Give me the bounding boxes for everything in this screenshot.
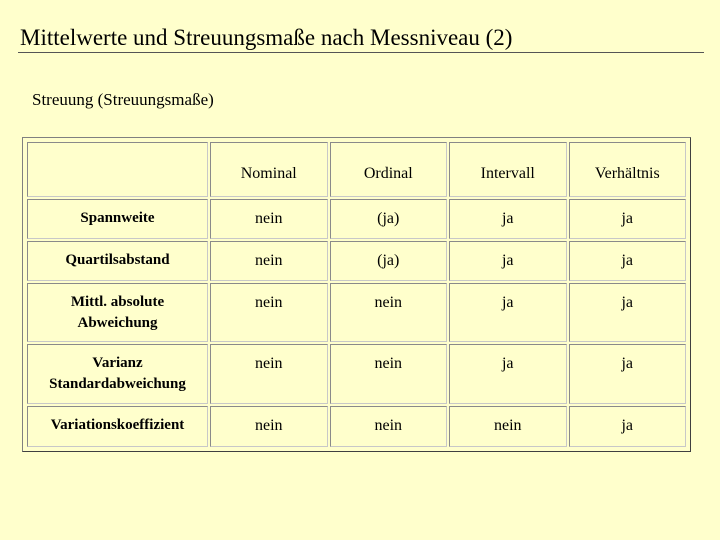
- row-label-mittl-absolute-abweichung: [27, 283, 208, 342]
- table-cell: ja: [449, 344, 567, 403]
- slide-title: Mittelwerte und Streuungsmaße nach Messniveau (2): [20, 25, 513, 50]
- table-cell: nein: [449, 406, 567, 447]
- table-row: [27, 283, 686, 342]
- table-cell: nein: [330, 344, 448, 403]
- row-label-spannweite: Spannweite: [27, 199, 208, 239]
- table-row: [27, 199, 686, 239]
- row-label-line: Abweichung: [77, 315, 158, 331]
- table-cell: ja: [569, 241, 687, 281]
- table-cell: (ja): [330, 241, 448, 281]
- table-cell: nein: [210, 199, 328, 239]
- row-label-quartilsabstand: Quartilsabstand: [27, 241, 208, 281]
- table-cell: (ja): [330, 199, 448, 239]
- header-intervall: Intervall: [449, 142, 567, 197]
- table-cell: nein: [210, 406, 328, 447]
- table-cell: ja: [449, 283, 567, 342]
- row-label-line: Mittl. absolute: [70, 294, 165, 310]
- dispersion-table-frame: [22, 137, 691, 452]
- title-divider: [18, 52, 704, 53]
- header-verhaeltnis: Verhältnis: [569, 142, 687, 197]
- table-cell: ja: [449, 241, 567, 281]
- row-label-line: Standardabweichung: [49, 376, 186, 393]
- table-cell: nein: [210, 344, 328, 403]
- table-cell: ja: [449, 199, 567, 239]
- table-cell: ja: [569, 344, 687, 403]
- table-row: [27, 344, 686, 403]
- table-cell: ja: [569, 199, 687, 239]
- row-label-variationskoeffizient: Variationskoeffizient: [27, 406, 208, 447]
- header-corner-cell: [27, 142, 208, 197]
- table-cell: ja: [569, 283, 687, 342]
- table-header-row: [27, 142, 686, 197]
- row-label-line: Varianz: [92, 355, 143, 372]
- row-label-varianz-standardabweichung: [27, 344, 208, 403]
- table-row: [27, 241, 686, 281]
- header-nominal: Nominal: [210, 142, 328, 197]
- table-cell: nein: [330, 406, 448, 447]
- table-cell: nein: [210, 241, 328, 281]
- table-cell: nein: [330, 283, 448, 342]
- table-row: [27, 406, 686, 447]
- header-ordinal: Ordinal: [330, 142, 448, 197]
- table-cell: ja: [569, 406, 687, 447]
- table-cell: nein: [210, 283, 328, 342]
- slide-subtitle: Streuung (Streuungsmaße): [32, 90, 214, 109]
- dispersion-table: [25, 140, 688, 449]
